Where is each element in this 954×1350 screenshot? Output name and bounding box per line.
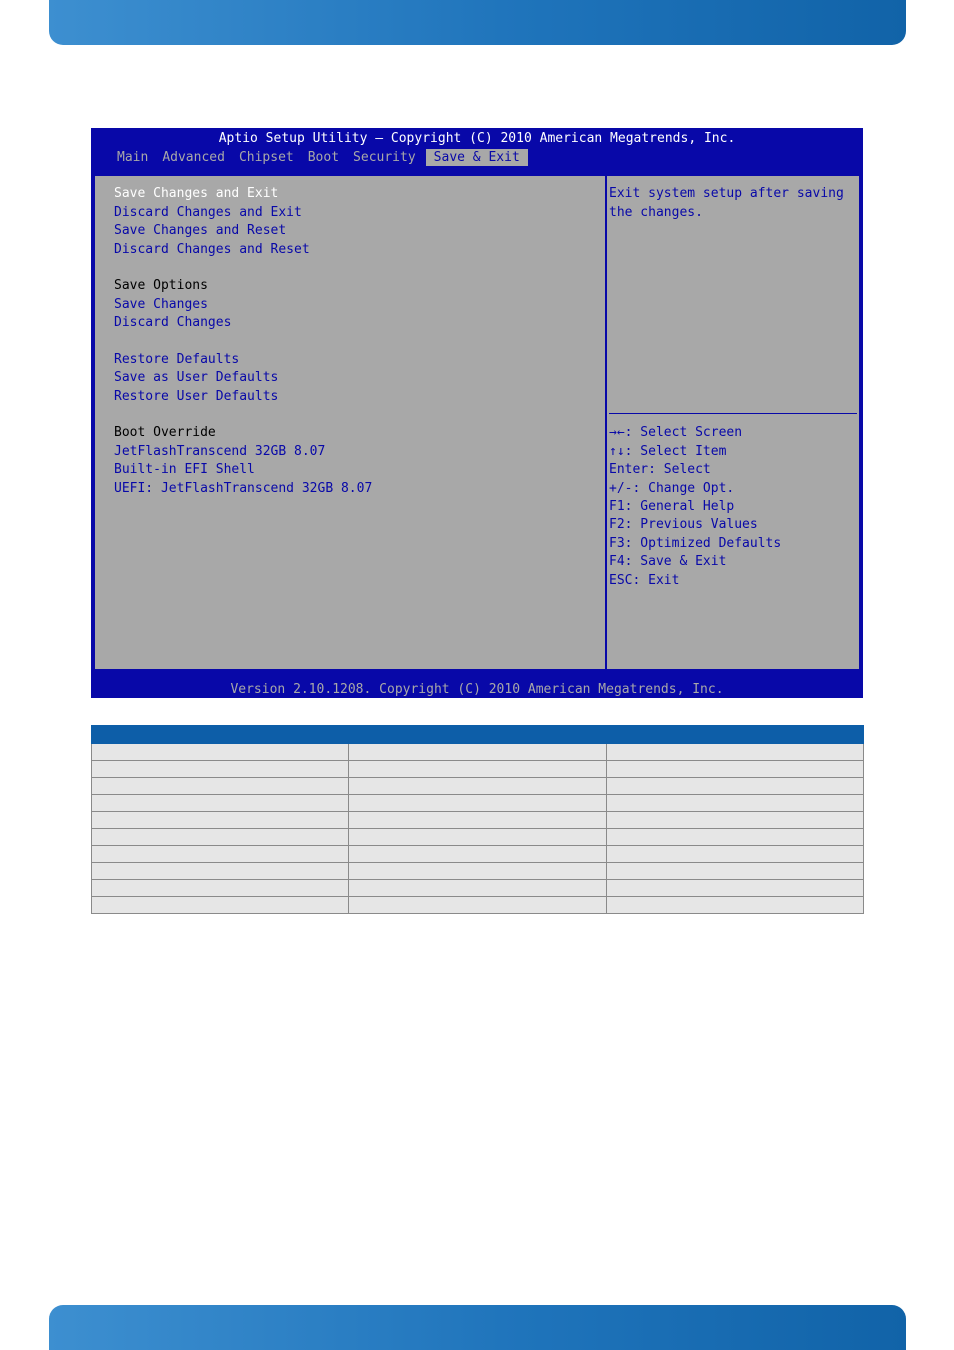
menu-save-changes-and-reset[interactable]: Save Changes and Reset [114, 223, 287, 238]
tab-security[interactable]: Security [353, 150, 416, 165]
tab-chipset[interactable]: Chipset [238, 150, 294, 165]
table-header-row [92, 726, 864, 744]
table-row [92, 812, 864, 829]
footer-band [49, 1305, 906, 1350]
bios-title: Aptio Setup Utility – Copyright (C) 2010 American Megatrends, Inc. [218, 131, 736, 146]
help-frame [605, 174, 861, 671]
table-row [92, 778, 864, 795]
tab-main[interactable]: Main [117, 150, 149, 165]
section-save-options: Save Options [114, 278, 208, 293]
key-change-opt: +/-: Change Opt. [609, 481, 735, 496]
table-row [92, 795, 864, 812]
table-row [92, 897, 864, 914]
bios-setup-screen [91, 128, 863, 698]
tab-advanced[interactable]: Advanced [162, 150, 225, 165]
menu-restore-user-defaults[interactable]: Restore User Defaults [114, 389, 279, 404]
table-row [92, 846, 864, 863]
menu-boot-jetflash[interactable]: JetFlashTranscend 32GB 8.07 [114, 444, 326, 459]
key-f3-defaults: F3: Optimized Defaults [609, 536, 782, 551]
key-f2-previous: F2: Previous Values [609, 517, 758, 532]
key-enter-select: Enter: Select [609, 462, 711, 477]
table-row [92, 863, 864, 880]
key-f4-save-exit: F4: Save & Exit [609, 554, 727, 569]
menu-discard-changes-and-reset[interactable]: Discard Changes and Reset [114, 242, 310, 257]
key-f1-help: F1: General Help [609, 499, 735, 514]
menu-restore-defaults[interactable]: Restore Defaults [114, 352, 240, 367]
table-row [92, 744, 864, 761]
key-select-screen: →←: Select Screen [609, 425, 743, 440]
menu-discard-changes-and-exit[interactable]: Discard Changes and Exit [114, 205, 302, 220]
menu-save-changes-and-exit[interactable]: Save Changes and Exit [114, 186, 279, 201]
tab-save-exit[interactable]: Save & Exit [426, 149, 528, 166]
help-text-line2: the changes. [609, 205, 703, 220]
bios-tab-bar [113, 149, 534, 166]
key-select-item: ↑↓: Select Item [609, 444, 727, 459]
menu-save-as-user-defaults[interactable]: Save as User Defaults [114, 370, 279, 385]
tab-boot[interactable]: Boot [307, 150, 340, 165]
menu-boot-efi-shell[interactable]: Built-in EFI Shell [114, 462, 255, 477]
table-row [92, 829, 864, 846]
key-esc-exit: ESC: Exit [609, 573, 680, 588]
bios-footer: Version 2.10.1208. Copyright (C) 2010 American Megatrends, Inc. [230, 682, 724, 697]
table-row [92, 880, 864, 897]
table-row [92, 761, 864, 778]
help-separator [609, 413, 857, 414]
help-text-line1: Exit system setup after saving [609, 186, 844, 201]
header-band [49, 0, 906, 45]
menu-save-changes[interactable]: Save Changes [114, 297, 208, 312]
section-boot-override: Boot Override [114, 425, 216, 440]
bios-content-panel [93, 174, 861, 671]
menu-discard-changes[interactable]: Discard Changes [114, 315, 232, 330]
options-table [91, 725, 864, 914]
menu-boot-uefi-jetflash[interactable]: UEFI: JetFlashTranscend 32GB 8.07 [114, 481, 373, 496]
